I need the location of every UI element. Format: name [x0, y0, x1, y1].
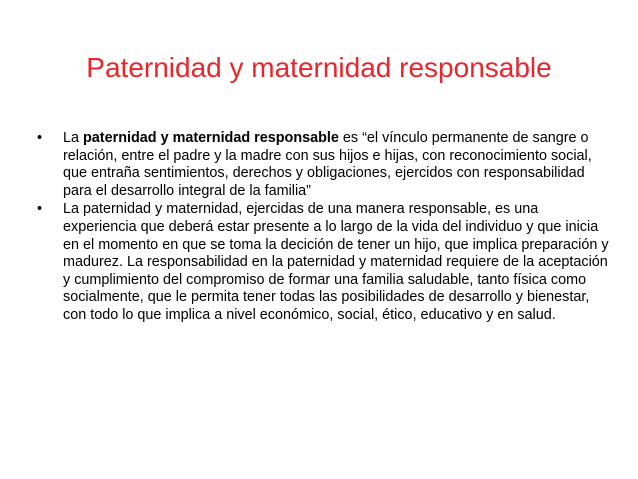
- bullet-list: [37, 130, 609, 326]
- slide-title: Paternidad y maternidad responsable: [86, 52, 552, 83]
- bullet-text: La paternidad y maternidad, ejercidas de una manera responsable, es una experiencia que deberá estar presente a lo largo de la vida del individuo y que inicia en el momento en que se toma la decición de tener un hijo, que implica preparación y madurez. La responsabilidad en la paternidad y maternidad requiere de la aceptación y cumplimiento del compromiso de formar una familia saludable, tanto física como socialmente, que le permita tener todas las posibilidades de desarrollo y bienestar, con todo lo que implica a nivel económico, social, ético, educativo y en salud.: [63, 201, 609, 323]
- bullet-prefix: La: [63, 130, 84, 146]
- bullet-bold-term: paternidad y maternidad responsable: [83, 130, 339, 146]
- bullet-icon: •: [37, 201, 43, 218]
- bullet-icon: •: [37, 130, 43, 146]
- bullet-item-definition: [37, 130, 609, 200]
- bullet-text: es “el vínculo permanente de sangre o relación, entre el padre y la madre con sus hijos e hijas, con reconocimiento social, que entraña sentimientos, derechos y obligaciones, ejercidos con responsabilidad para el desarrollo integral de la familia”: [63, 130, 592, 199]
- bullet-item-explanation: [37, 201, 609, 324]
